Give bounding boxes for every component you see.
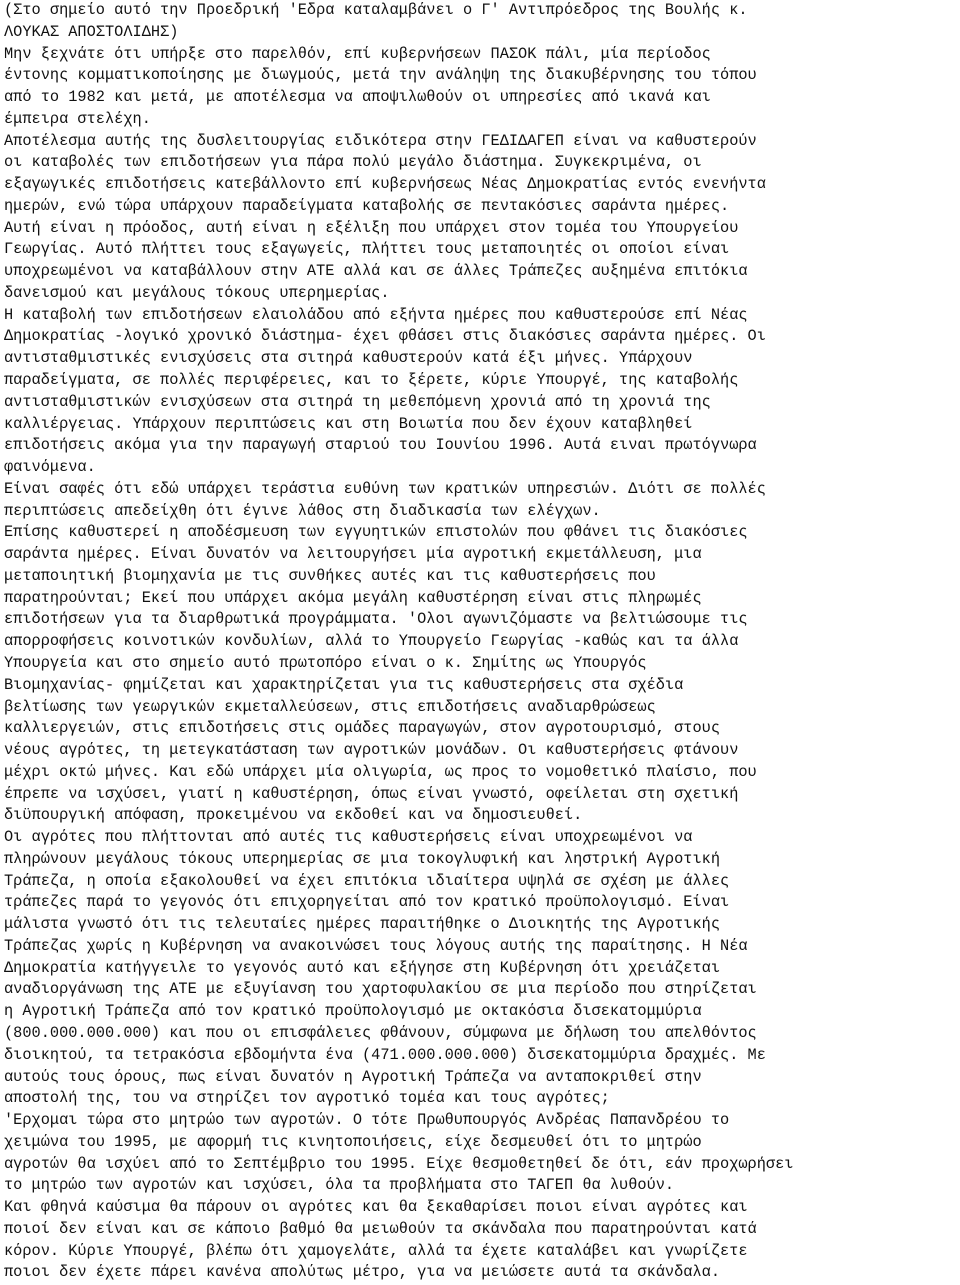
text-line: επιδοτήσεων για τα διαρθρωτικά προγράμματα. 'Ολοι αγωνιζόμαστε να βελτιώσουμε τις: [4, 610, 748, 629]
text-line: πληρώνουν μεγάλους τόκους υπερημερίας σε μια τοκογλυφική και ληστρική Αγροτική: [4, 849, 721, 868]
text-line: έντονης κομματικοποίησης με διωγμούς, μετά την ανάληψη της διακυβέρνησης του τόπου: [4, 66, 757, 85]
text-line: καλλιεργειών, στις επιδοτήσεις στις ομάδες παραγωγών, στον αγροτουρισμό, στους: [4, 719, 721, 738]
text-line: (Στο σημείο αυτό την Προεδρική 'Εδρα καταλαμβάνει ο Γ' Αντιπρόεδρος της Βουλής κ.: [4, 1, 748, 19]
text-line: αυτούς τους όρους, πως είναι δυνατόν η Αγροτική Τράπεζα να ανταποκριθεί στην: [4, 1067, 702, 1086]
text-line: Είναι σαφές ότι εδώ υπάρχει τεράστια ευθύνη των κρατικών υπηρεσιών. Διότι σε πολλές: [4, 479, 766, 498]
text-line: βελτίωσης των γεωργικών εκμεταλλεύσεων, στις επιδοτήσεις αναδιαρθρώσεως: [4, 697, 656, 716]
text-line: αντισταθμιστικές ενισχύσεις στα σιτηρά καθυστερούν κατά έξι μήνες. Υπάρχουν: [4, 349, 693, 368]
text-line: κόρον. Κύριε Υπουργέ, βλέπω ότι χαμογελάτε, αλλά τα έχετε καταλάβει και γνωρίζετε: [4, 1241, 748, 1260]
text-line: δανεισμού και μεγάλους τόκους υπερημερίας.: [4, 283, 390, 302]
text-line: αναδιοργάνωση της ΑΤΕ με εξυγίανση του χαρτοφυλακίου σε μια περίοδο που στηρίζεται: [4, 980, 757, 999]
text-line: ποιοί δεν είναι και σε κάποιο βαθμό θα μειωθούν τα σκάνδαλα που παρατηρούνται κατά: [4, 1219, 757, 1238]
text-line: Επίσης καθυστερεί η αποδέσμευση των εγγυητικών επιστολών που φθάνει τις διακόσιες: [4, 523, 748, 542]
text-line: Τράπεζα, η οποία εξακολουθεί να έχει επιτόκια ιδιαίτερα υψηλά σε σχέση με άλλες: [4, 871, 730, 890]
text-line: παραδείγματα, σε πολλές περιφέρειες, και το ξέρετε, κύριε Υπουργέ, της καταβολής: [4, 371, 739, 390]
text-line: από το 1982 και μετά, με αποτέλεσμα να αποψιλωθούν οι υπηρεσίες από ικανά και: [4, 88, 711, 107]
text-line: Αυτή είναι η πρόοδος, αυτή είναι η εξέλιξη που υπάρχει στον τομέα του Υπουργείου: [4, 218, 739, 237]
text-line: φαινόμενα.: [4, 458, 96, 477]
text-line: τράπεζες παρά το γεγονός ότι επιχορηγείται από τον κρατικό προϋπολογισμό. Είναι: [4, 893, 730, 912]
text-line: Τράπεζας χωρίς η Κυβέρνηση να ανακοινώσει τους λόγους αυτής της παραίτησης. Η Νέα: [4, 936, 748, 955]
text-line: μάλιστα γνωστό ότι τις τελευταίες ημέρες παραιτήθηκε ο Διοικητής της Αγροτικής: [4, 915, 721, 934]
text-line: το μητρώο των αγροτών και ισχύσει, όλα τα προβλήματα στο ΤΑΓΕΠ θα λυθούν.: [4, 1176, 675, 1195]
text-line: ποιοι δεν έχετε πάρει κανένα απολύτως μέτρο, για να μειώσετε αυτά τα σκάνδαλα.: [4, 1263, 721, 1282]
text-line: υποχρεωμένοι να καταβάλλουν στην ΑΤΕ αλλά και σε άλλες Τράπεζες αυξημένα επιτόκια: [4, 262, 748, 281]
text-line: Μην ξεχνάτε ότι υπήρξε στο παρελθόν, επί κυβερνήσεων ΠΑΣΟΚ πάλι, μία περίοδος: [4, 44, 711, 63]
text-line: Βιομηχανίας- φημίζεται και χαρακτηρίζεται για τις καθυστερήσεις στα σχέδια: [4, 675, 684, 694]
text-line: ημερών, ενώ τώρα υπάρχουν παραδείγματα καταβολής σε πεντακόσιες σαράντα ημέρες.: [4, 196, 730, 215]
text-line: Η καταβολή των επιδοτήσεων ελαιολάδου από εξήντα ημέρες που καθυστερούσε επί Νέας: [4, 305, 748, 324]
text-line: διϋπουργική απόφαση, προκειμένου να εκδοθεί και να δημοσιευθεί.: [4, 806, 583, 825]
text-line: χειμώνα του 1995, με αφορμή τις κινητοποιήσεις, είχε δεσμευθεί ότι το μητρώο: [4, 1132, 702, 1151]
text-line: Και φθηνά καύσιμα θα πάρουν οι αγρότες και θα ξεκαθαρίσει ποιοι είναι αγρότες και: [4, 1198, 748, 1217]
text-line: Οι αγρότες που πλήττονται από αυτές τις καθυστερήσεις είναι υποχρεωμένοι να: [4, 828, 693, 847]
text-line: αποστολή της, του να στηρίζει τον αγροτικό τομέα και τους αγρότες;: [4, 1089, 610, 1108]
text-line: μεταποιητική βιομηχανία με τις συνθήκες αυτές και τις καθυστερήσεις που: [4, 566, 656, 585]
text-line: 'Ερχομαι τώρα στο μητρώο των αγροτών. Ο τότε Πρωθυπουργός Ανδρέας Παπανδρέου το: [4, 1111, 730, 1130]
text-line: απορροφήσεις κοινοτικών κονδυλίων, αλλά το Υπουργείο Γεωργίας -καθώς και τα άλλα: [4, 632, 739, 651]
text-line: Υπουργεία και στο σημείο αυτό πρωτοπόρο είναι ο κ. Σημίτης ως Υπουργός: [4, 653, 647, 672]
document-body: [4, 0, 958, 1284]
text-line: αντισταθμιστικών ενισχύσεων στα σιτηρά τη μεθεπόμενη χρονιά από τη χρονιά της: [4, 392, 711, 411]
text-line: εξαγωγικές επιδοτήσεις κατεβάλλοντο επί κυβερνήσεως Νέας Δημοκρατίας εντός ενενήντα: [4, 175, 766, 194]
text-line: νέους αγρότες, τη μετεγκατάσταση των αγροτικών μονάδων. Οι καθυστερήσεις φτάνουν: [4, 741, 739, 760]
text-line: (800.000.000.000) και που οι επισφάλειες φθάνουν, σύμφωνα με δήλωση του απελθόντος: [4, 1023, 757, 1042]
text-line: Αποτέλεσμα αυτής της δυσλειτουργίας ειδικότερα στην ΓΕΔΙΔΑΓΕΠ είναι να καθυστερούν: [4, 131, 757, 150]
text-line: έπρεπε να ισχύσει, γιατί η καθυστέρηση, όπως είναι γνωστό, οφείλεται στη σχετική: [4, 784, 739, 803]
text-line: μέχρι οκτώ μήνες. Και εδώ υπάρχει μία ολιγωρία, ως προς το νομοθετικό πλαίσιο, που: [4, 762, 757, 781]
text-line: διοικητού, τα τετρακόσια εβδομήντα ένα (471.000.000.000) δισεκατομμύρια δραχμές. Με: [4, 1045, 766, 1064]
text-line: καλλιέργειας. Υπάρχουν περιπτώσεις και στη Βοιωτία που δεν έχουν καταβληθεί: [4, 414, 693, 433]
text-line: αγροτών θα ισχύει από το Σεπτέμβριο του 1995. Είχε θεσμοθετηθεί δε ότι, εάν προχωρήσει: [4, 1154, 794, 1173]
text-line: η Αγροτική Τράπεζα από τον κρατικό προϋπολογισμό με οκτακόσια δισεκατομμύρια: [4, 1002, 702, 1021]
text-line: έμπειρα στελέχη.: [4, 109, 151, 128]
text-line: οι καταβολές των επιδοτήσεων για πάρα πολύ μεγάλο διάστημα. Συγκεκριμένα, οι: [4, 153, 702, 172]
text-line: ΛΟΥΚΑΣ ΑΠΟΣΤΟΛΙΔΗΣ): [4, 22, 179, 41]
text-line: σαράντα ημέρες. Είναι δυνατόν να λειτουργήσει μία αγροτική εκμετάλλευση, μια: [4, 545, 702, 564]
text-line: επιδοτήσεις ακόμα για την παραγωγή σταριού του Ιουνίου 1996. Αυτά ειναι πρωτόγνωρα: [4, 436, 757, 455]
text-line: περιπτώσεις απεδείχθη ότι έγινε λάθος στη διαδικασία των ελέγχων.: [4, 501, 601, 520]
text-line: Δημοκρατία κατήγγειλε το γεγονός αυτό και εξήγησε στη Κυβέρνηση ότι χρειάζεται: [4, 958, 721, 977]
text-line: παρατηρούνται; Εκεί που υπάρχει ακόμα μεγάλη καθυστέρηση είναι στις πληρωμές: [4, 588, 702, 607]
text-line: Δημοκρατίας -λογικό χρονικό διάστημα- έχει φθάσει στις διακόσιες σαράντα ημέρες. Οι: [4, 327, 766, 346]
text-line: Γεωργίας. Αυτό πλήττει τους εξαγωγείς, πλήττει τους μεταποιητές οι οποίοι είναι: [4, 240, 730, 259]
